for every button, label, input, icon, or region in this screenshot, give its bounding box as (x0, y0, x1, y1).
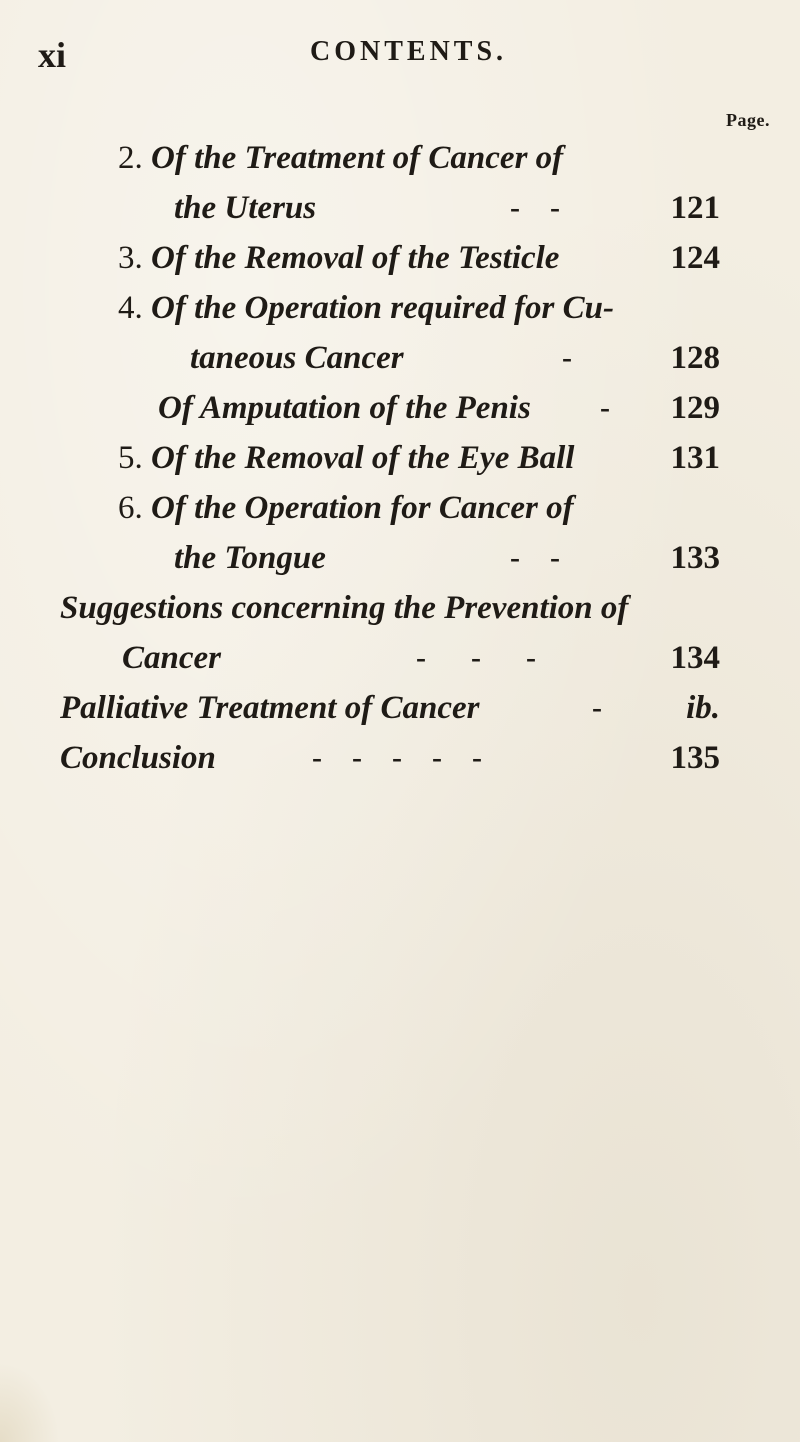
entry-number: 4. (118, 290, 143, 326)
page-folio: xi (38, 35, 67, 75)
leader-dots: - - - - - (312, 741, 482, 774)
entry-number: 2. (118, 140, 143, 176)
toc-entry-line (60, 588, 628, 628)
leader-dots: - (592, 691, 602, 724)
toc-entry-line (118, 238, 559, 278)
toc-entry-line (118, 438, 574, 478)
entry-page-number: 133 (670, 540, 720, 576)
leader-dots: - (562, 341, 572, 374)
entry-title: Of Amputation of the Penis (158, 390, 531, 426)
toc-entry-line (174, 538, 326, 578)
leader-dots: - - - (416, 641, 536, 674)
entry-page-number: 134 (670, 640, 720, 676)
toc-entry-line (60, 738, 216, 778)
leader-dots: - (600, 391, 610, 424)
entry-title: Palliative Treatment of Cancer (60, 690, 480, 726)
toc-entry-line (158, 388, 531, 428)
toc-entry-line (174, 188, 316, 228)
running-title: CONTENTS. (310, 36, 508, 67)
entry-title: Of the Treatment of Cancer of (151, 140, 564, 176)
toc-entry-line (190, 338, 404, 378)
paper-stain (0, 1362, 60, 1442)
toc-entry-line (122, 638, 221, 678)
entry-number: 3. (118, 240, 143, 276)
entry-title: Of the Removal of the Testicle (151, 240, 560, 276)
leader-dots: - - (510, 191, 560, 224)
entry-title: Cancer (122, 640, 221, 676)
page-header (38, 28, 508, 78)
entry-title: taneous Cancer (190, 340, 404, 376)
entry-page-number: 128 (670, 340, 720, 376)
toc-entry-line (60, 688, 479, 728)
entry-page-number: 131 (670, 440, 720, 476)
entry-title: Of the Removal of the Eye Ball (151, 440, 575, 476)
entry-page-number: 124 (670, 240, 720, 276)
entry-page-number: 135 (670, 740, 720, 776)
entry-title: the Tongue (174, 540, 326, 576)
entry-page-number: ib. (686, 690, 720, 726)
entry-title: the Uterus (174, 190, 317, 226)
entry-number: 5. (118, 440, 143, 476)
entry-title: Suggestions concerning the Prevention of (60, 590, 629, 626)
entry-title: Conclusion (60, 740, 216, 776)
entry-page-number: 121 (670, 190, 720, 226)
toc-entry-line (118, 288, 614, 328)
leader-dots: - - (510, 541, 560, 574)
entry-title: Of the Operation required for Cu- (151, 290, 614, 326)
toc-entry-line (118, 488, 574, 528)
toc-entry-line (118, 138, 563, 178)
entry-number: 6. (118, 490, 143, 526)
entry-page-number: 129 (670, 390, 720, 426)
page-column-label: Page. (726, 110, 770, 130)
entry-title: Of the Operation for Cancer of (151, 490, 574, 526)
